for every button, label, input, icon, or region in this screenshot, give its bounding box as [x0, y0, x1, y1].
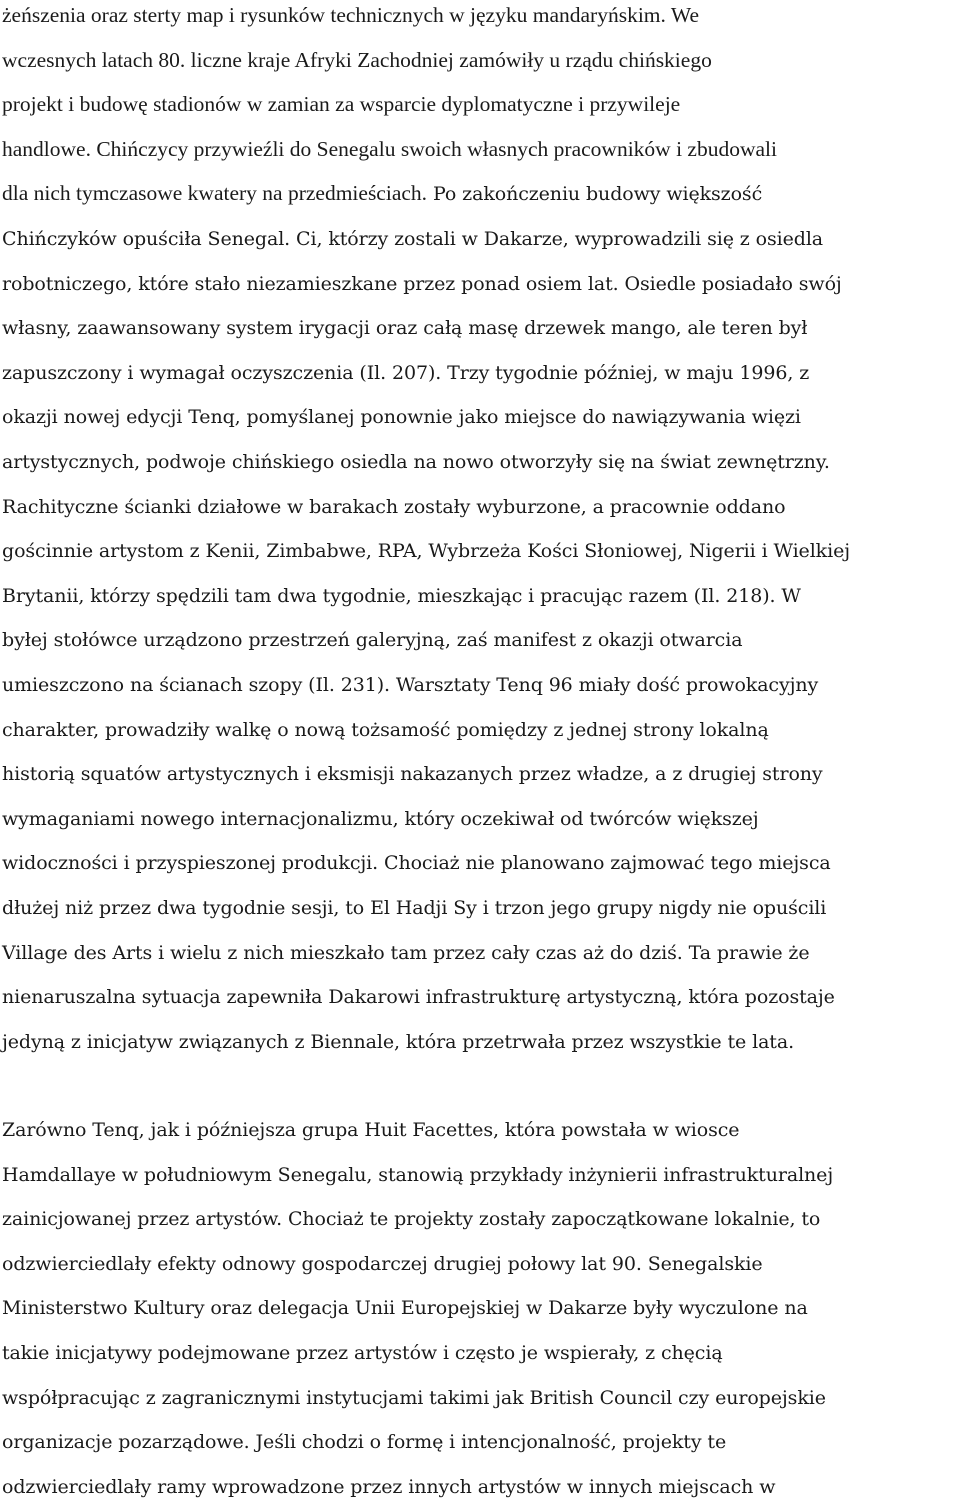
- text-line: [2, 1339, 723, 1366]
- text-segment: nienaruszalna sytuacja zapewniła Dakarowi infrastrukturę artystyczną, która pozostaje: [2, 986, 835, 1009]
- text-line: [2, 91, 680, 117]
- text-segment: gościnnie artystom z Kenii, Zimbabwe, RPA, Wybrzeża Kości Słoniowej, Nigerii i Wielkiej: [2, 540, 851, 563]
- text-segment: współpracując z zagranicznymi instytucjami takimi jak British Council czy europejskie: [2, 1386, 826, 1409]
- text-segment: Chińczyków opuściła Senegal. Ci, którzy zostali w Dakarze, wyprowadzili się z osiedla: [2, 228, 824, 250]
- text-segment: artystycznych, podwoje chińskiego osiedla na nowo otworzyły się na świat zewnętrzny.: [2, 451, 830, 473]
- text-line: [2, 716, 769, 743]
- text-line: [2, 403, 801, 430]
- text-segment: wczesnych latach 80. liczne kraje Afryki Zachodniej zamówiły u rządu chińskiego: [2, 47, 712, 72]
- text-line: [2, 314, 807, 341]
- text-segment: wymaganiami nowego internacjonalizmu, który oczekiwał od twórców większej: [2, 807, 759, 830]
- text-line: [2, 180, 762, 207]
- text-line: [2, 1294, 808, 1321]
- text-segment: projekt i budowę stadionów w zamian za wsparcie dyplomatyczne i przywileje: [2, 92, 681, 117]
- text-line: [2, 1205, 820, 1232]
- text-line: [2, 894, 826, 921]
- text-segment: widoczności i przyspieszonej produkcji. Chociaż nie planowano zajmować tego miejsca: [2, 852, 831, 875]
- text-segment: okazji nowej edycji Tenq, pomyślanej ponownie jako miejsce do nawiązywania więzi: [2, 406, 801, 429]
- text-segment: Brytanii, którzy spędzili tam dwa tygodnie, mieszkając i pracując razem (Il. 218). W: [2, 584, 801, 607]
- text-segment: umieszczono na ścianach szopy (Il. 231). Warsztaty Tenq 96 miały dość prowokacyjny: [2, 674, 819, 696]
- text-segment: żeńszenia oraz sterty map i rysunków technicznych w języku mandaryńskim. We: [2, 3, 699, 27]
- text-line: [2, 849, 831, 876]
- text-line: [2, 760, 823, 787]
- text-line: [2, 537, 850, 564]
- text-line: [2, 136, 777, 162]
- text-segment: historią squatów artystycznych i eksmisji nakazanych przez władze, a z drugiej strony: [2, 763, 823, 786]
- text-line: [2, 805, 759, 832]
- text-line: [2, 1116, 739, 1143]
- text-line: [2, 1250, 763, 1277]
- text-segment: organizacje pozarządowe. Jeśli chodzi o formę i intencjonalność, projekty te: [2, 1431, 727, 1454]
- text-line: [2, 359, 809, 386]
- text-line: [2, 671, 818, 698]
- text-segment: dla nich tymczasowe kwatery na przedmieściach.: [2, 181, 428, 206]
- text-line: [2, 983, 835, 1010]
- text-line: [2, 626, 742, 653]
- text-segment: zapuszczony i wymagał oczyszczenia (Il. 207). Trzy tygodnie później, w maju 1996, z: [2, 361, 810, 384]
- text-line: [2, 448, 830, 475]
- text-line: [2, 1161, 833, 1188]
- text-segment: Ministerstwo Kultury oraz delegacja Unii Europejskiej w Dakarze były wyczulone na: [2, 1297, 808, 1320]
- text-segment: zainicjowanej przez artystów. Chociaż te projekty zostały zapoczątkowane lokalnie, to: [2, 1208, 821, 1231]
- text-segment: Po zakończeniu budowy większość: [427, 183, 763, 206]
- text-line: [2, 1384, 826, 1411]
- text-segment: Village des Arts i wielu z nich mieszkało tam przez cały czas aż do dziś. Ta prawie że: [2, 941, 810, 964]
- text-line: [2, 582, 801, 609]
- text-line: [2, 493, 785, 520]
- text-segment: jedyną z inicjatyw związanych z Biennale, która przetrwała przez wszystkie te lata.: [2, 1030, 795, 1053]
- text-segment: Zarówno Tenq, jak i późniejsza grupa Huit Facettes, która powstała w wiosce: [2, 1119, 740, 1141]
- text-segment: własny, zaawansowany system irygacji oraz całą masę drzewek mango, ale teren był: [2, 317, 808, 340]
- text-segment: charakter, prowadziły walkę o nową tożsamość pomiędzy z jednej strony lokalną: [2, 718, 769, 741]
- text-line: [2, 939, 809, 966]
- text-line: [2, 270, 842, 297]
- text-line: [2, 2, 699, 28]
- text-line: [2, 47, 712, 73]
- text-line: [2, 1028, 794, 1055]
- text-segment: handlowe. Chińczycy przywieźli do Senegalu swoich własnych pracowników i zbudowali: [2, 136, 777, 161]
- text-segment: odzwierciedlały efekty odnowy gospodarczej drugiej połowy lat 90. Senegalskie: [2, 1252, 763, 1275]
- text-line: [2, 1428, 726, 1455]
- text-segment: robotniczego, które stało niezamieszkane przez ponad osiem lat. Osiedle posiadało swój: [2, 272, 842, 295]
- text-segment: Rachityczne ścianki działowe w barakach zostały wyburzone, a pracownie oddano: [2, 495, 786, 518]
- text-segment: odzwierciedlały ramy wprowadzone przez innych artystów w innych miejscach w: [2, 1475, 776, 1498]
- text-line: [2, 1473, 775, 1500]
- text-segment: dłużej niż przez dwa tygodnie sesji, to El Hadji Sy i trzon jego grupy nigdy nie opuścili: [2, 897, 827, 919]
- text-line: [2, 225, 823, 252]
- text-segment: byłej stołówce urządzono przestrzeń galeryjną, zaś manifest z okazji otwarcia: [2, 629, 743, 652]
- text-segment: Hamdallaye w południowym Senegalu, stanowią przykłady inżynierii infrastrukturalnej: [2, 1163, 834, 1186]
- text-segment: takie inicjatywy podejmowane przez artystów i często je wspierały, z chęcią: [2, 1342, 723, 1364]
